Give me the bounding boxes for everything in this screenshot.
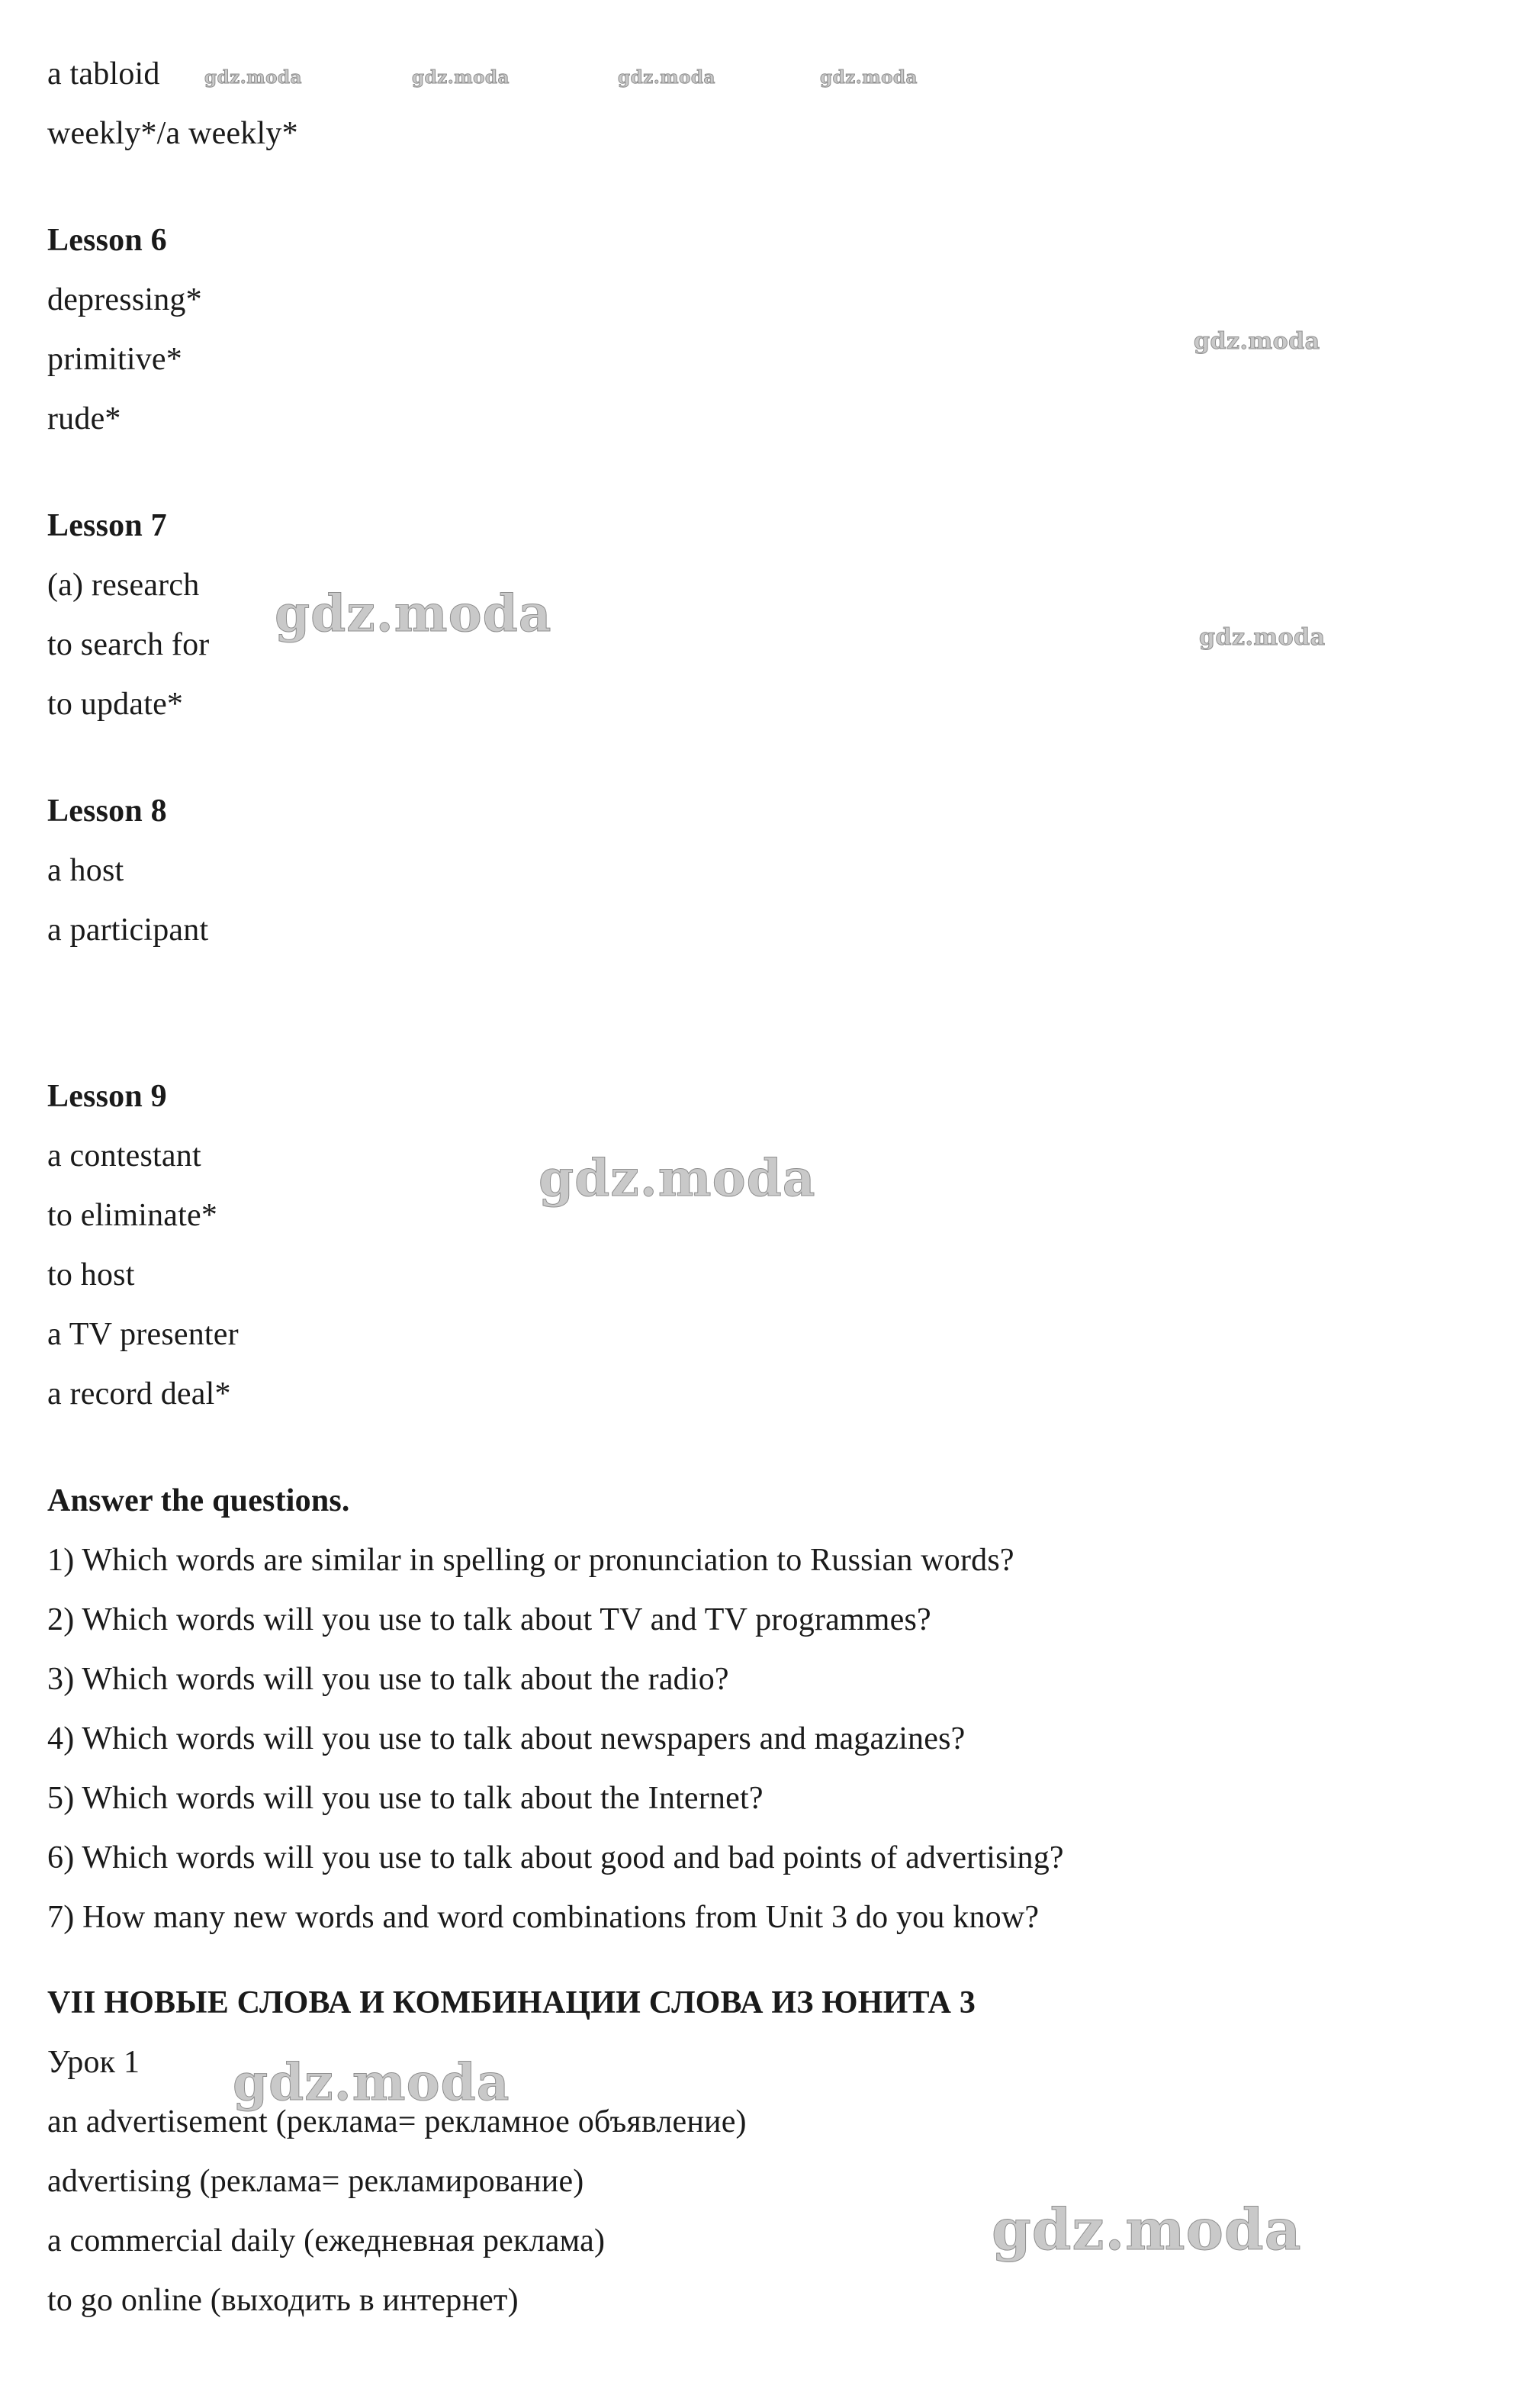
question-7: 7) How many new words and word combinations from Unit 3 do you know? <box>47 1900 1040 1935</box>
heading-lesson-8: Lesson 8 <box>47 794 167 829</box>
text-line-eliminate: to eliminate* <box>47 1198 218 1233</box>
question-2: 2) Which words will you use to talk about TV and TV programmes? <box>47 1602 931 1637</box>
watermark-gdz-moda: gdz.moda <box>1194 328 1320 355</box>
spacer <box>47 734 1489 781</box>
text-line-update: to update* <box>47 687 184 722</box>
text-line-advertisement: an advertisement (реклама= рекламное объявление) <box>47 2104 747 2139</box>
spacer <box>47 1424 1489 1471</box>
text-line-urok-1: Урок 1 <box>47 2045 140 2080</box>
text-line-commercial-daily: a commercial daily (ежедневная реклама) <box>47 2223 606 2258</box>
heading-lesson-6: Lesson 6 <box>47 223 167 258</box>
watermark-gdz-moda: gdz.moda <box>539 1148 816 1208</box>
text-line-search-for: to search for <box>47 627 210 662</box>
question-5: 5) Which words will you use to talk about the Internet? <box>47 1781 764 1816</box>
text-line-depressing: depressing* <box>47 282 202 317</box>
spacer <box>47 163 1489 211</box>
text-line-advertising: advertising (реклама= рекламирование) <box>47 2164 584 2199</box>
text-line-a-tabloid: a tabloid <box>47 56 160 92</box>
text-line-rude: rude* <box>47 401 121 436</box>
text-line-go-online: to go online (выходить в интернет) <box>47 2283 519 2318</box>
text-line-contestant: a contestant <box>47 1138 201 1173</box>
text-line-host: a host <box>47 853 124 888</box>
watermark-gdz-moda: gdz.moda <box>820 67 918 88</box>
text-line-research: (a) research <box>47 568 200 603</box>
watermark-gdz-moda: gdz.moda <box>412 67 510 88</box>
text-line-tv-presenter: a TV presenter <box>47 1317 239 1352</box>
watermark-gdz-moda: gdz.moda <box>992 2197 1302 2263</box>
question-6: 6) Which words will you use to talk about good and bad points of advertising? <box>47 1840 1064 1875</box>
watermark-gdz-moda: gdz.moda <box>204 67 302 88</box>
watermark-gdz-moda: gdz.moda <box>275 584 552 643</box>
heading-lesson-9: Lesson 9 <box>47 1079 167 1114</box>
heading-answer-the-questions: Answer the questions. <box>47 1483 350 1518</box>
heading-unit-3-new-words: VII НОВЫЕ СЛОВА И КОМБИНАЦИИ СЛОВА ИЗ ЮНИТА 3 <box>47 1985 976 2020</box>
question-1: 1) Which words are similar in spelling or pronunciation to Russian words? <box>47 1543 1014 1578</box>
spacer <box>47 449 1489 496</box>
document-body <box>47 44 1489 2330</box>
text-line-weekly: weekly*/a weekly* <box>47 116 298 151</box>
text-line-to-host: to host <box>47 1257 135 1293</box>
text-line-participant: a participant <box>47 913 209 948</box>
question-3: 3) Which words will you use to talk about the radio? <box>47 1662 729 1697</box>
watermark-gdz-moda: gdz.moda <box>1199 624 1326 651</box>
heading-lesson-7: Lesson 7 <box>47 508 167 543</box>
question-4: 4) Which words will you use to talk about newspapers and magazines? <box>47 1721 966 1756</box>
text-line-primitive: primitive* <box>47 342 182 377</box>
watermark-gdz-moda: gdz.moda <box>233 2052 510 2112</box>
spacer <box>47 960 1489 1067</box>
text-line-record-deal: a record deal* <box>47 1376 231 1412</box>
watermark-gdz-moda: gdz.moda <box>618 67 715 88</box>
spacer <box>47 1947 1489 1973</box>
